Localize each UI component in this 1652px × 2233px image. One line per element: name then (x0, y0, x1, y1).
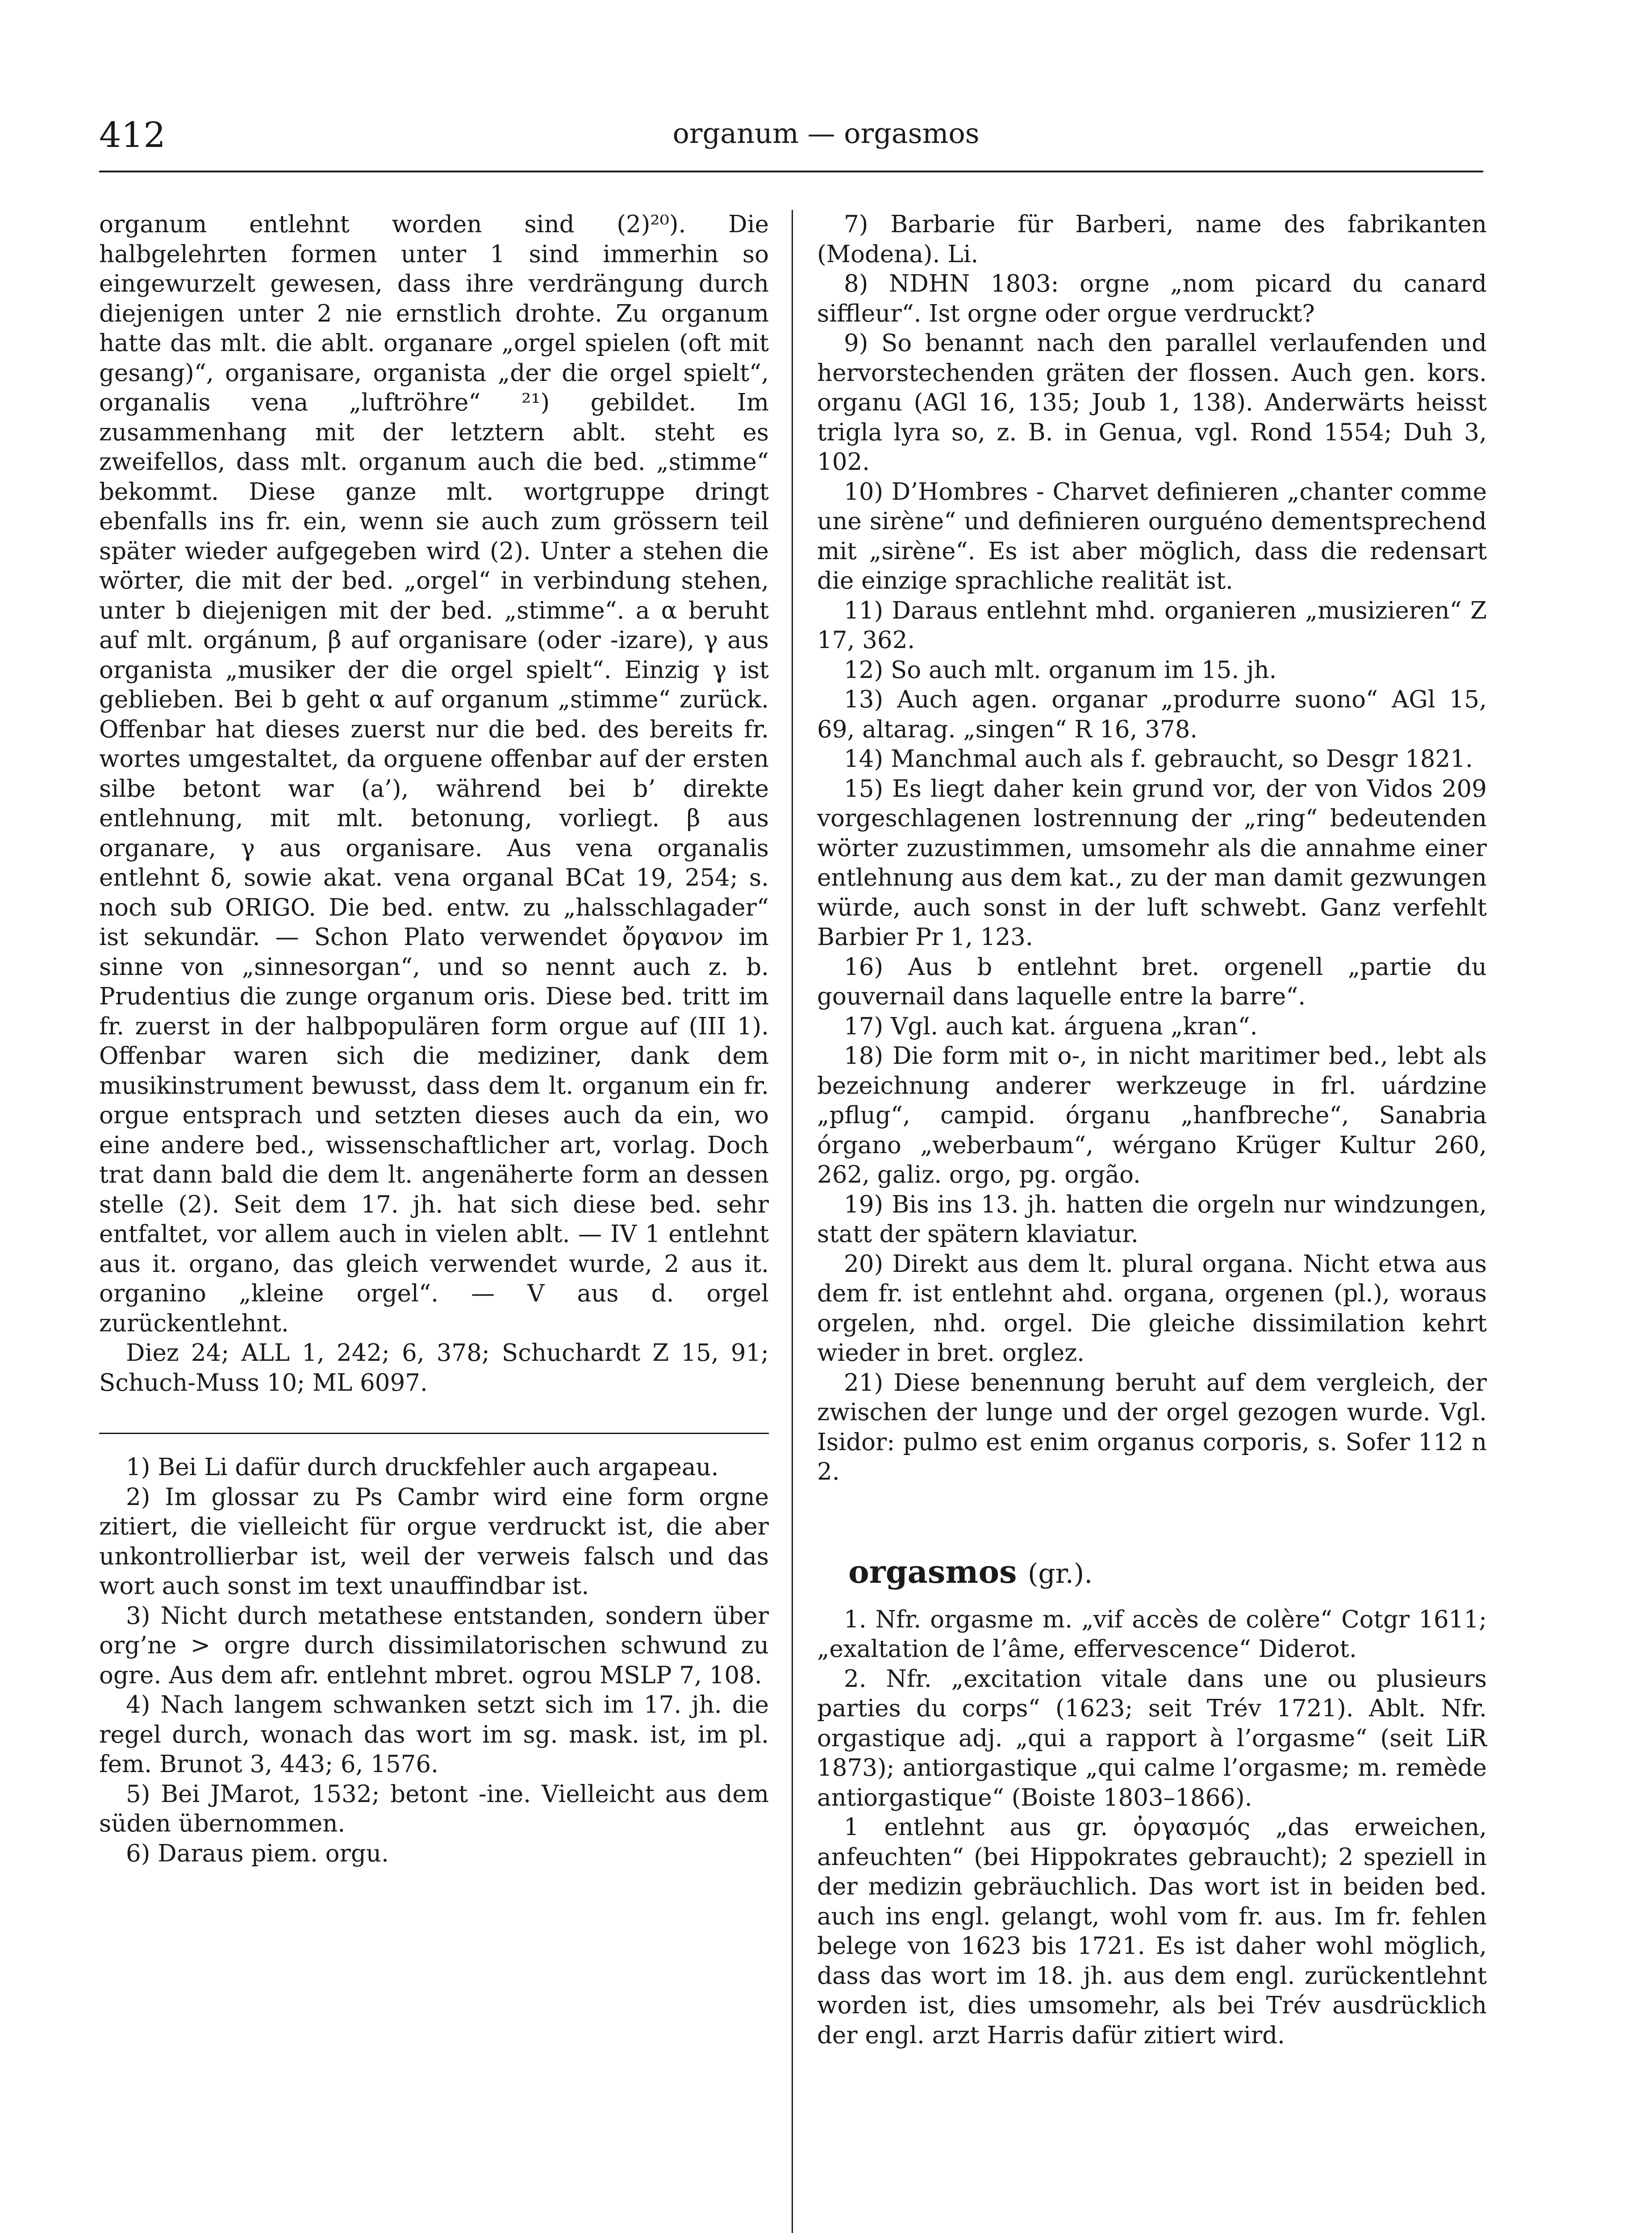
running-title: organum — orgasmos (672, 117, 980, 150)
bibliography-paragraph: Diez 24; ALL 1, 242; 6, 378; Schuchardt Z 15, 91; Schuch-Muss 10; ML 6097. (99, 1339, 769, 1397)
entry-paragraph: 1 entlehnt aus gr. ὀργασμός „das erweichen, anfeuchten“ (bei Hippokrates gebraucht); 2 speziell in der medizin gebräuchlich. Das wort ist in beiden bed. auch ins engl. gelangt, wohl vom fr. aus. Im fr. fehlen belege von 1623 bis 1721. Es ist daher wohl möglich, dass das wort im 18. jh. aus dem engl. zurückentlehnt worden ist, dies umsomehr, als bei Trév ausdrücklich der engl. arzt Harris dafür zitiert wird. (817, 1814, 1487, 2049)
left-column (99, 210, 769, 1869)
footnote: 16) Aus b entlehnt bret. orgenell „partie du gouvernail dans laquelle entre la barre“. (817, 953, 1487, 1010)
footnote: 7) Barbarie für Barberi, name des fabrikanten (Modena). Li. (817, 211, 1487, 268)
entry-paragraph: 1. Nfr. orgasme m. „vif accès de colère“ Cotgr 1611; „exaltation de l’âme, effervescence“ Diderot. (817, 1606, 1487, 1663)
footnote: 5) Bei JMarot, 1532; betont -ine. Vielleicht aus dem süden übernommen. (99, 1780, 769, 1837)
footnote: 20) Direkt aus dem lt. plural organa. Nicht etwa aus dem fr. ist entlehnt ahd. organa, orgenen (pl.), woraus orgelen, nhd. orgel. Die gleiche dissimilation kehrt wieder in bret. orglez. (817, 1250, 1487, 1367)
body-paragraph: organum entlehnt worden sind (2)²⁰). Die halbgelehrten formen unter 1 sind immerhin so eingewurzelt gewesen, dass ihre verdrängung durch diejenigen unter 2 nie ernstlich drohte. Zu organum hatte das mlt. die ablt. organare „orgel spielen (oft mit gesang)“, organisare, organista „der die orgel spielt“, organalis vena „luftröhre“ ²¹) gebildet. Im zusammenhang mit der letztern ablt. steht es zweifellos, dass mlt. organum auch die bed. „stimme“ bekommt. Diese ganze mlt. wortgruppe dringt ebenfalls ins fr. ein, wenn sie auch zum grössern teil später wieder aufgegeben wird (2). Unter a stehen die wörter, die mit der bed. „orgel“ in verbindung stehen, unter b diejenigen mit der bed. „stimme“. a α beruht auf mlt. orgánum, β auf organisare (oder -izare), γ aus organista „musiker der die orgel spielt“. Einzig γ ist geblieben. Bei b geht α auf organum „stimme“ zurück. Offenbar hat dieses zuerst nur die bed. des bereits fr. wortes umgestaltet, da orguene offenbar auf der ersten silbe betont war (a’), während bei b’ direkte entlehnung, mit mlt. betonung, vorliegt. β aus organare, γ aus organisare. Aus vena organalis entlehnt δ, sowie akat. vena organal BCat 19, 254; s. noch sub ORIGO. Die bed. entw. zu „halsschlagader“ ist sekundär. — Schon Plato verwendet ὄργανον im sinne von „sinnesorgan“, und so nennt auch z. b. Prudentius die zunge organum oris. Diese bed. tritt im fr. zuerst in der halbpopulären form orgue auf (III 1). Offenbar waren sich die mediziner, dank dem musikinstrument bewusst, dass dem lt. organum ein fr. orgue entsprach und setzten dieses auch da ein, wo eine andere bed., wissenschaftlicher art, vorlag. Doch trat dann bald die dem lt. angenäherte form an dessen stelle (2). Seit dem 17. jh. hat sich diese bed. sehr entfaltet, vor allem auch in vielen ablt. — IV 1 entlehnt aus it. organo, das gleich verwendet wurde, 2 aus it. organino „kleine orgel“. — V aus d. orgel zurückentlehnt. (99, 211, 769, 1337)
entry-headword: orgasmos (848, 1553, 1017, 1590)
header-rule (99, 171, 1483, 172)
footnote: 17) Vgl. auch kat. árguena „kran“. (844, 1012, 1258, 1040)
footnote: 8) NDHN 1803: orgne „nom picard du canard siffleur“. Ist orgne oder orgue verdruckt? (817, 270, 1487, 327)
footnote: 21) Diese benennung beruht auf dem vergleich, der zwischen der lunge und der orgel gezogen wurde. Vgl. Isidor: pulmo est enim organus corporis, s. Sofer 112 n 2. (817, 1369, 1487, 1485)
footnote: 14) Manchmal auch als f. gebraucht, so Desgr 1821. (844, 745, 1473, 773)
footnote: 1) Bei Li dafür durch druckfehler auch argapeau. (126, 1454, 719, 1481)
footnote: 4) Nach langem schwanken setzt sich im 17. jh. die regel durch, wonach das wort im sg. mask. ist, im pl. fem. Brunot 3, 443; 6, 1576. (99, 1691, 769, 1778)
right-column (817, 210, 1487, 2050)
column-separator (792, 210, 793, 2233)
footnote: 3) Nicht durch metathese entstanden, sondern über org’ne > orgre durch dissimilatorischen schwund zu ogre. Aus dem afr. entlehnt mbret. ogrou MSLP 7, 108. (99, 1602, 769, 1689)
footnote: 10) D’Hombres - Charvet definieren „chanter comme une sirène“ und definieren ourguéno dementsprechend mit „sirène“. Es ist aber möglich, dass die redensart die einzige sprachliche realität ist. (817, 478, 1487, 594)
footnote: 15) Es liegt daher kein grund vor, der von Vidos 209 vorgeschlagenen lostrennung der „ring“ bedeutenden wörter zuzustimmen, umsomehr als die annahme einer entlehnung aus dem kat., zu der man damit gezwungen würde, auch sonst in der luft schwebt. Ganz verfehlt Barbier Pr 1, 123. (817, 775, 1487, 951)
footnote: 13) Auch agen. organar „produrre suono“ AGl 15, 69, altarag. „singen“ R 16, 378. (817, 686, 1487, 743)
page-number: 412 (99, 115, 166, 155)
entry-language: (gr.). (1027, 1558, 1093, 1589)
footnote: 18) Die form mit o-, in nicht maritimer bed., lebt als bezeichnung anderer werkzeuge in frl. uárdzine „pflug“, campid. órganu „hanfbreche“, Sanabria órgano „weberbaum“, wérgano Krüger Kultur 260, 262, galiz. orgo, pg. orgão. (817, 1042, 1487, 1188)
footnote: 9) So benannt nach den parallel verlaufenden und hervorstechenden gräten der flossen. Auch gen. kors. organu (AGl 16, 135; Joub 1, 138). Anderwärts heisst trigla lyra so, z. B. in Genua, vgl. Rond 1554; Duh 3, 102. (817, 330, 1487, 476)
entry-paragraph: 2. Nfr. „excitation vitale dans une ou plusieurs parties du corps“ (1623; seit Trév 1721). Ablt. Nfr. orgastique adj. „qui a rapport à l’orgasme“ (seit LiR 1873); antiorgastique „qui calme l’orgasme; m. remède antiorgastique“ (Boiste 1803–1866). (817, 1665, 1487, 1811)
footnote: 19) Bis ins 13. jh. hatten die orgeln nur windzungen, statt der spätern klaviatur. (817, 1191, 1487, 1248)
page-header (0, 0, 1652, 179)
footnote: 6) Daraus piem. orgu. (126, 1840, 389, 1867)
entry-heading (848, 1554, 1487, 1592)
footnote: 2) Im glossar zu Ps Cambr wird eine form orgne zitiert, die vielleicht für orgue verdruckt ist, die aber unkontrollierbar ist, weil der verweis falsch und das wort auch sonst im text unauffindbar ist. (99, 1483, 769, 1600)
footnote: 11) Daraus entlehnt mhd. organieren „musizieren“ Z 17, 362. (817, 597, 1487, 654)
footnote: 12) So auch mlt. organum im 15. jh. (844, 656, 1277, 684)
footnote-rule (99, 1433, 769, 1434)
